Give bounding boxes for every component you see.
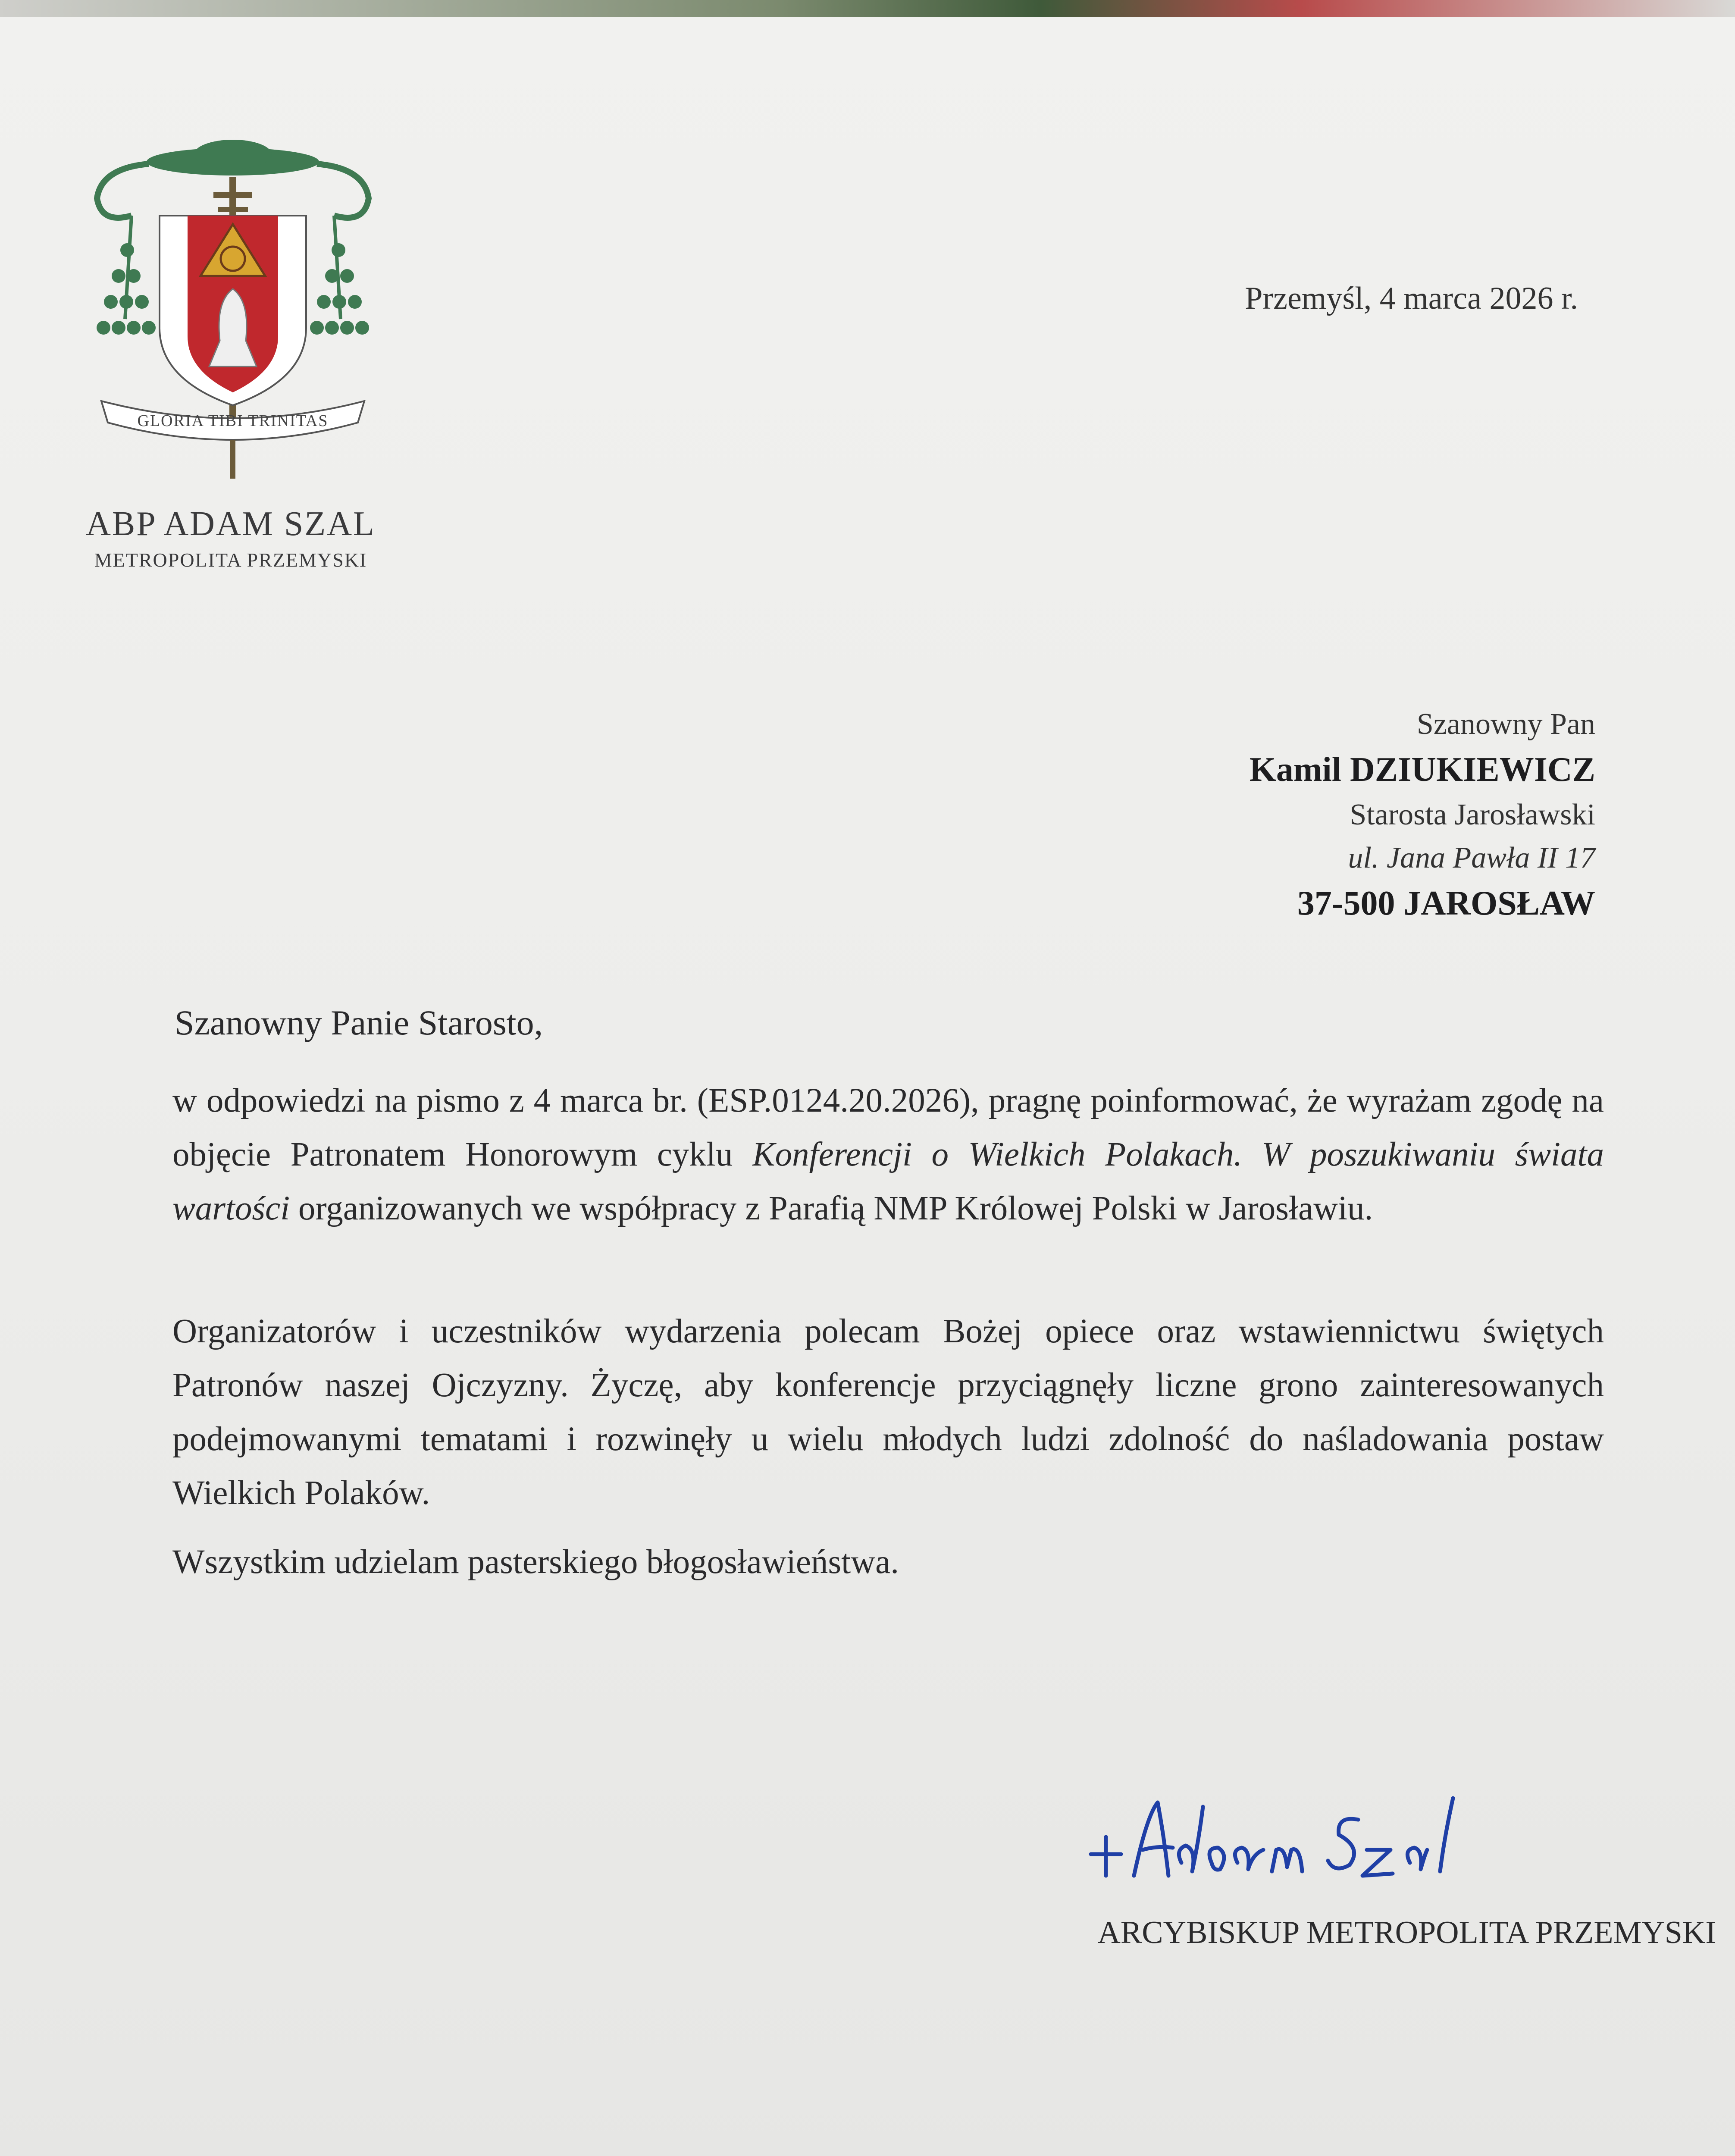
paragraph-1-text-a: w odpowiedzi na pismo z 4 marca br. (ESP.0124.20.2026), pragnę poinformować, że wyrażam zgodę na objęcie Patronatem Honorowym cyklu — [172, 1082, 1604, 1173]
recipient-city: 37-500 JAROSŁAW — [1297, 884, 1595, 922]
svg-text:GLORIA TIBI TRINITAS: GLORIA TIBI TRINITAS — [137, 412, 329, 430]
letter-date: Przemyśl, 4 marca 2026 r. — [1245, 281, 1578, 316]
recipient-street: ul. Jana Pawła II 17 — [1348, 841, 1595, 874]
coat-of-arms-icon — [84, 138, 382, 492]
sender-title: METROPOLITA PRZEMYSKI — [94, 549, 367, 571]
paragraph-3: Wszystkim udzielam pasterskiego błogosławieństwa. — [172, 1543, 899, 1581]
recipient-name: Kamil DZIUKIEWICZ — [1249, 751, 1595, 789]
recipient-position: Starosta Jarosławski — [1350, 798, 1595, 831]
paragraph-2: Organizatorów i uczestników wydarzenia polecam Bożej opiece oraz wstawiennictwu świętych Patronów naszej Ojczyzny. Życzę, aby konferencje przyciągnęły liczne grono zainteresowanych podejmowanymi tematami i rozwinęły u wielu młodych ludzi zdolność do naśladowania postaw Wielkich Polaków. — [172, 1313, 1604, 1512]
paragraph-1-text-b: organizowanych we współpracy z Parafią NMP Królowej Polski w Jarosławiu. — [290, 1190, 1373, 1227]
signature-icon — [1082, 1789, 1479, 1902]
greeting: Szanowny Panie Starosto, — [175, 1003, 543, 1042]
paragraph-1 — [172, 1074, 1604, 1235]
sender-name: ABP ADAM SZAL — [86, 505, 376, 543]
conference-title: Konferencji o Wielkich Polakach. W poszukiwaniu świata wartości — [172, 1136, 1604, 1227]
signature-caption: ARCYBISKUP METROPOLITA PRZEMYSKI — [1097, 1915, 1716, 1950]
recipient-salutation: Szanowny Pan — [1416, 708, 1595, 741]
